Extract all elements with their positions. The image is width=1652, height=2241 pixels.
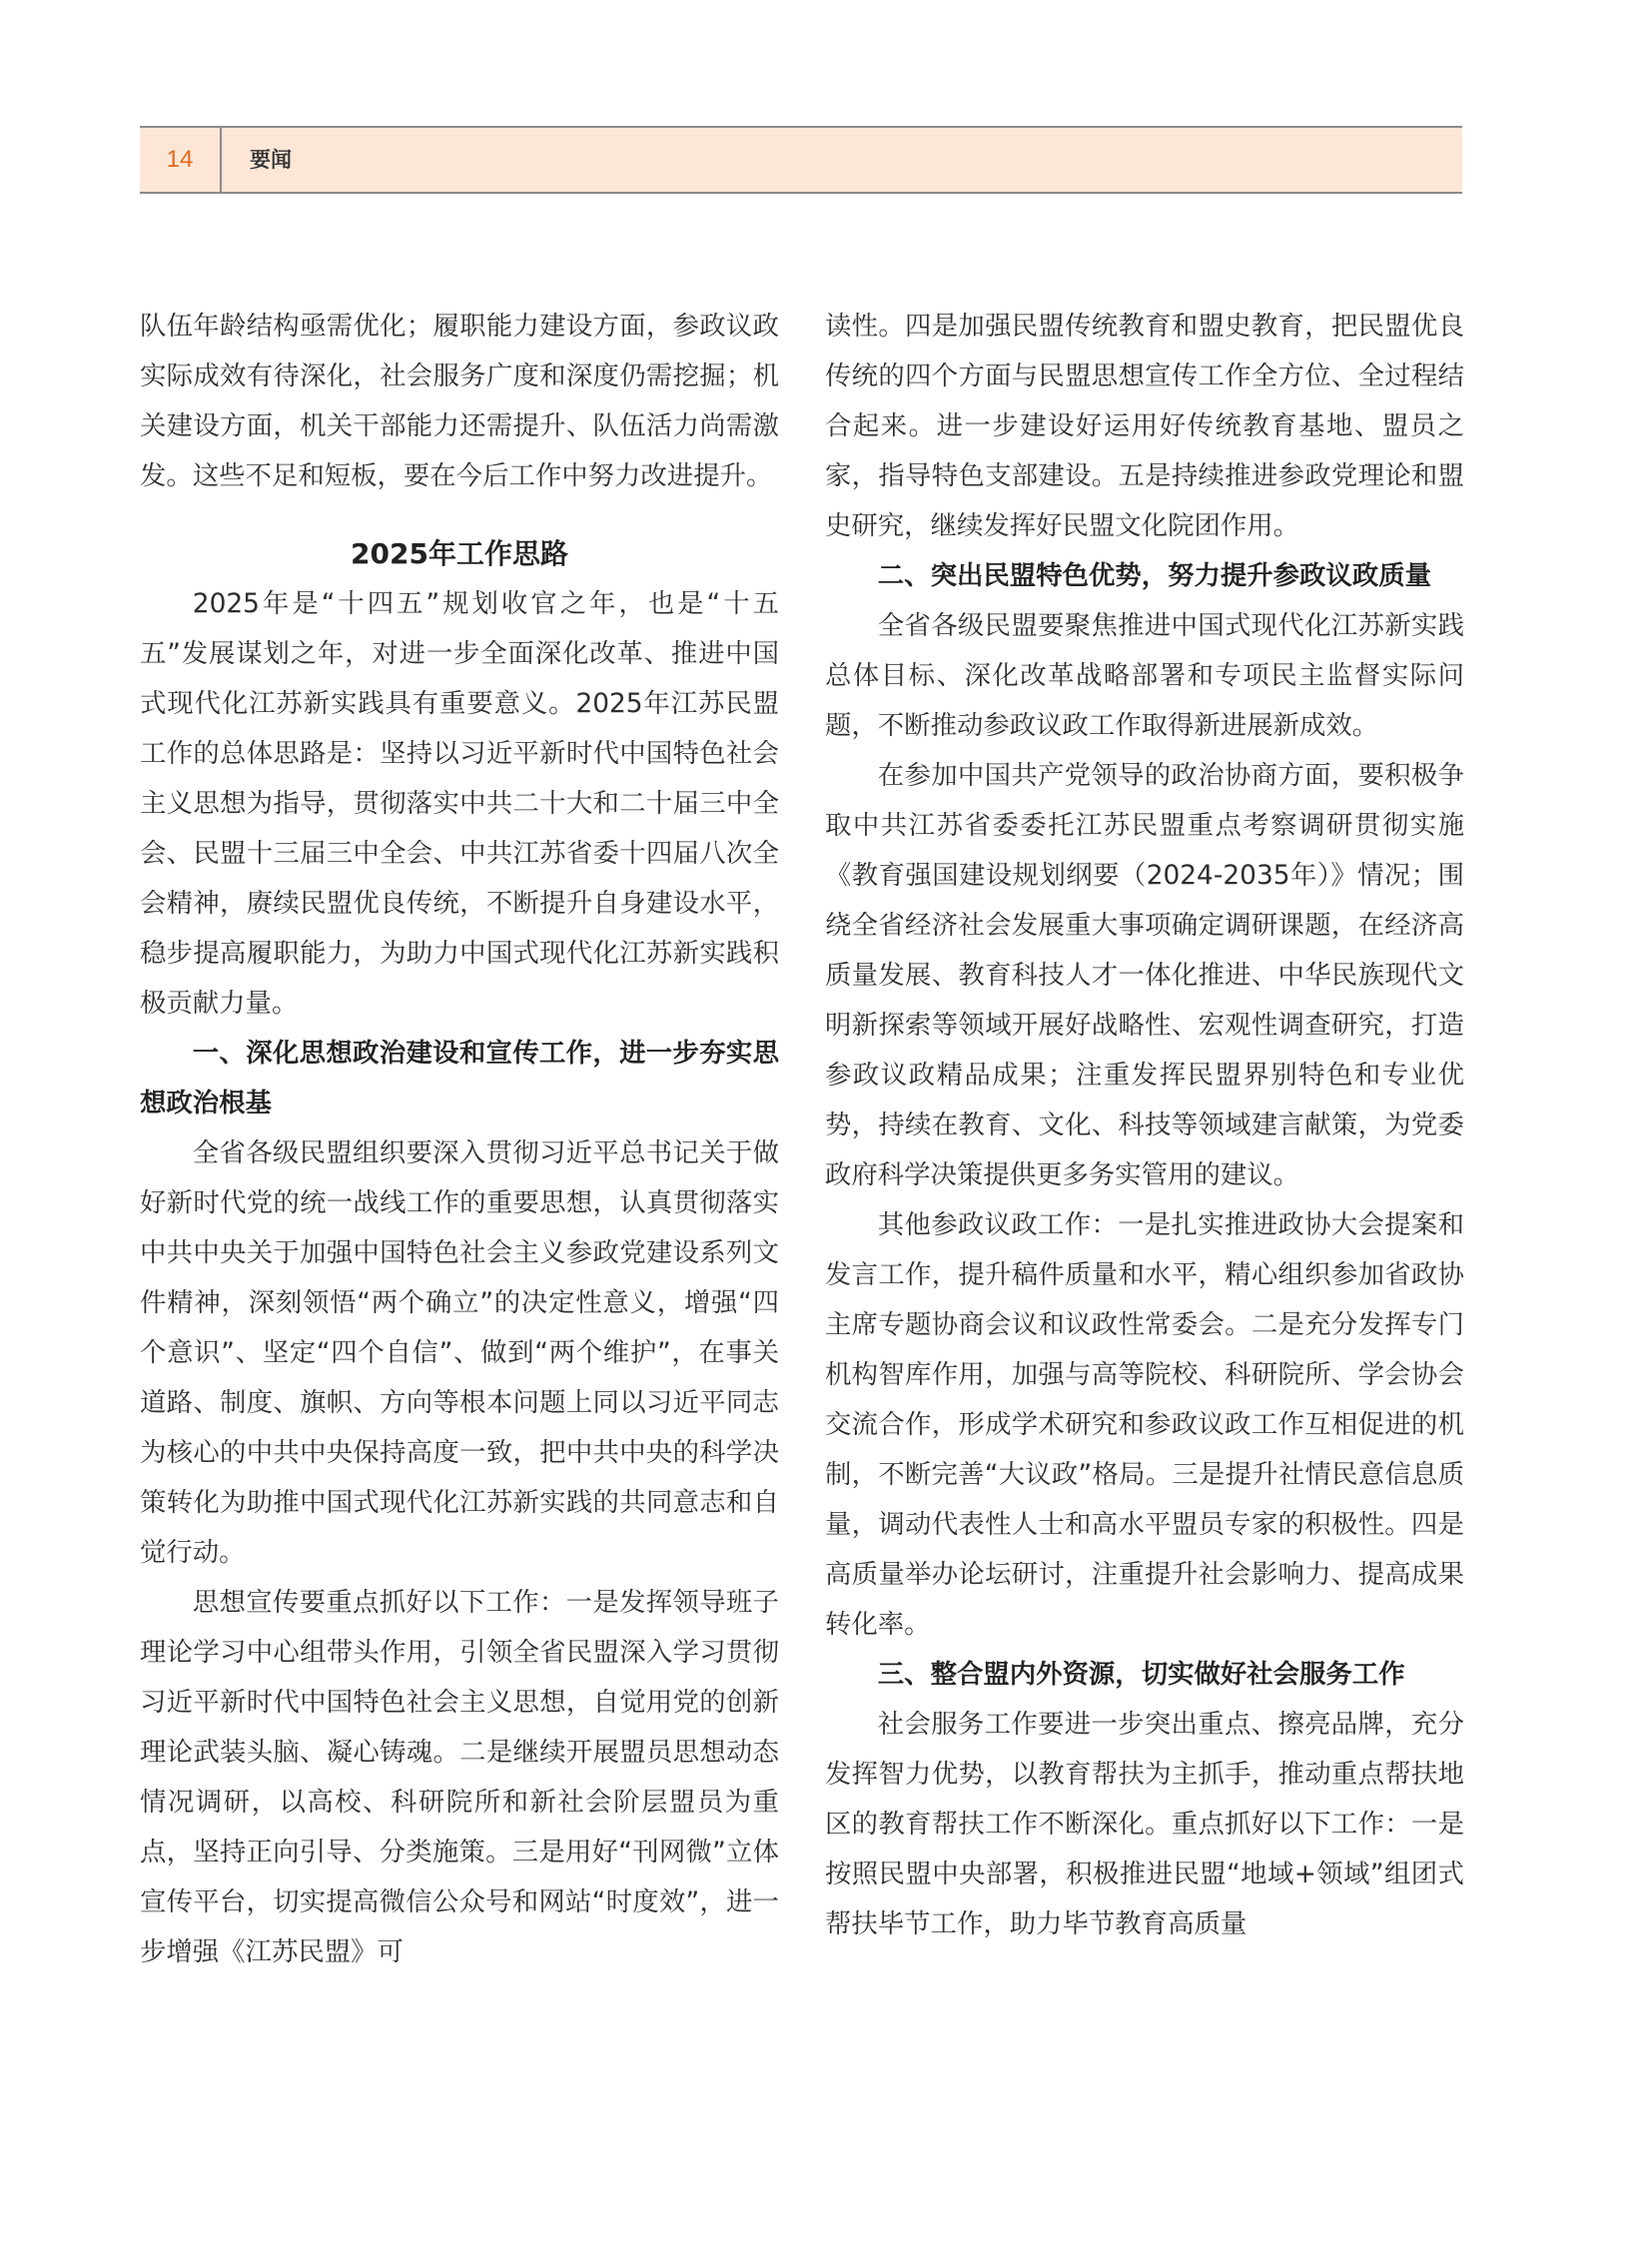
paragraph: 队伍年龄结构亟需优化；履职能力建设方面，参政议政实际成效有待深化，社会服务广度和深度仍需挖掘；机关建设方面，机关干部能力还需提升、队伍活力尚需激发。这些不足和短板，要在今后工作中努力改进提升。	[140, 311, 779, 491]
page-number: 14	[166, 146, 194, 173]
paragraph: 其他参政议政工作：一是扎实推进政协大会提案和发言工作，提升稿件质量和水平，精心组织参加省政协主席专题协商会议和议政性常委会。二是充分发挥专门机构智库作用，加强与高等院校、科研院所、学会协会交流合作，形成学术研究和参政议政工作互相促进的机制，不断完善“大议政”格局。三是提升社情民意信息质量，调动代表性人士和高水平盟员专家的积极性。四是高质量举办论坛研讨，注重提升社会影响力、提高成果转化率。	[825, 1209, 1464, 1640]
section-title: 2025年工作思路	[351, 537, 568, 570]
paragraph: 在参加中国共产党领导的政治协商方面，要积极争取中共江苏省委委托江苏民盟重点考察调研贯彻实施《教育强国建设规划纲要（2024-2035年）》情况；围绕全省经济社会发展重大事项确定调研课题，在经济高质量发展、教育科技人才一体化推进、中华民族现代文明新探索等领域开展好战略性、宏观性调查研究，打造参政议政精品成果；注重发挥民盟界别特色和专业优势，持续在教育、文化、科技等领域建言献策，为党委政府科学决策提供更多务实管用的建议。	[825, 760, 1464, 1190]
subheading: 二、突出民盟特色优势，努力提升参政议政质量	[877, 560, 1431, 591]
paragraph: 社会服务工作要进一步突出重点、擦亮品牌，充分发挥智力优势，以教育帮扶为主抓手，推动重点帮扶地区的教育帮扶工作不断深化。重点抓好以下工作：一是按照民盟中央部署，积极推进民盟“地域+领域”组团式帮扶毕节工作，助力毕节教育高质量	[825, 1709, 1464, 1939]
subheading: 一、深化思想政治建设和宣传工作，进一步夯实思想政治根基	[140, 1038, 779, 1119]
section-label: 要闻	[250, 148, 292, 172]
header-divider	[220, 128, 222, 192]
right-column	[825, 302, 1464, 1949]
page-header	[140, 126, 1462, 194]
left-column	[140, 302, 779, 1977]
paragraph: 思想宣传要重点抓好以下工作：一是发挥领导班子理论学习中心组带头作用，引领全省民盟深入学习贯彻习近平新时代中国特色社会主义思想，自觉用党的创新理论武装头脑、凝心铸魂。二是继续开展盟员思想动态情况调研，以高校、科研院所和新社会阶层盟员为重点，坚持正向引导、分类施策。三是用好“刊网微”立体宣传平台，切实提高微信公众号和网站“时度效”，进一步增强《江苏民盟》可	[140, 1587, 779, 1967]
paragraph: 读性。四是加强民盟传统教育和盟史教育，把民盟优良传统的四个方面与民盟思想宣传工作全方位、全过程结合起来。进一步建设好运用好传统教育基地、盟员之家，指导特色支部建设。五是持续推进参政党理论和盟史研究，继续发挥好民盟文化院团作用。	[825, 311, 1464, 541]
subheading: 三、整合盟内外资源，切实做好社会服务工作	[877, 1659, 1405, 1690]
paragraph: 2025年是“十四五”规划收官之年，也是“十五五”发展谋划之年，对进一步全面深化改革、推进中国式现代化江苏新实践具有重要意义。2025年江苏民盟工作的总体思路是：坚持以习近平新时代中国特色社会主义思想为指导，贯彻落实中共二十大和二十届三中全会、民盟十三届三中全会、中共江苏省委十四届八次全会精神，赓续民盟优良传统，不断提升自身建设水平，稳步提高履职能力，为助力中国式现代化江苏新实践积极贡献力量。	[140, 588, 779, 1019]
paragraph: 全省各级民盟组织要深入贯彻习近平总书记关于做好新时代党的统一战线工作的重要思想，认真贯彻落实中共中央关于加强中国特色社会主义参政党建设系列文件精神，深刻领悟“两个确立”的决定性意义，增强“四个意识”、坚定“四个自信”、做到“两个维护”，在事关道路、制度、旗帜、方向等根本问题上同以习近平同志为核心的中共中央保持高度一致，把中共中央的科学决策转化为助推中国式现代化江苏新实践的共同意志和自觉行动。	[140, 1137, 779, 1568]
paragraph: 全省各级民盟要聚焦推进中国式现代化江苏新实践总体目标、深化改革战略部署和专项民主监督实际问题，不断推动参政议政工作取得新进展新成效。	[825, 610, 1464, 741]
